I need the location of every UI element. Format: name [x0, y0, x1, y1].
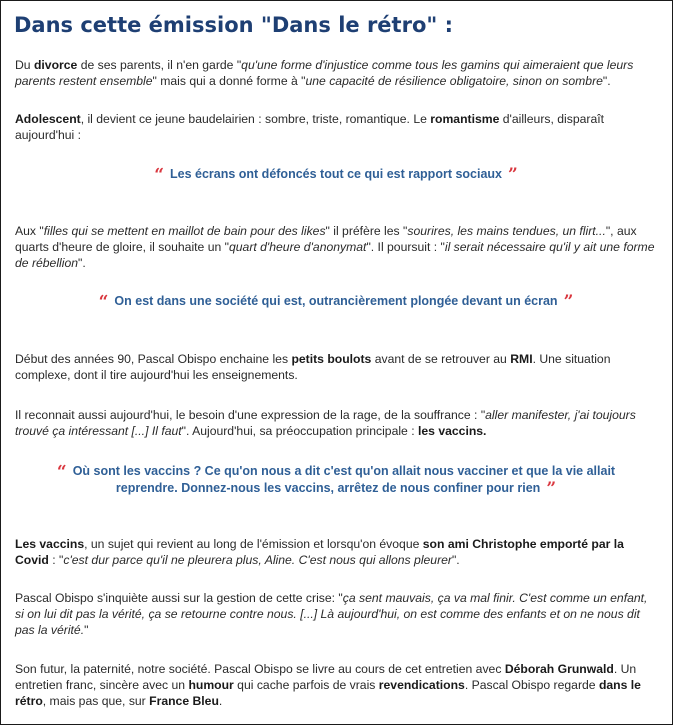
pull-quote-vaccines [41, 462, 631, 499]
paragraph-adolescent: Adolescent, il devient ce jeune baudelairien : sombre, triste, romantique. Le romantisme d'ailleurs, disparaît aujourd'hui : [15, 112, 604, 142]
pull-quote-society [41, 292, 631, 312]
close-quote-icon: ” [546, 479, 557, 499]
open-quote-icon: “ [154, 165, 164, 185]
close-quote-icon: ” [563, 292, 574, 312]
quote-text: On est dans une société qui est, outrancièrement plongée devant un écran [114, 294, 558, 308]
open-quote-icon: “ [98, 292, 109, 312]
paragraph-divorce: Du divorce de ses parents, il n'en garde "qu'une forme d'injustice comme tous les gamins qui aimeraient que leurs parents restent ensemble" mais qui a donné forme à "une capacité de résilience obligatoire, sinon on sombre". [15, 58, 634, 88]
pull-quote-screens [41, 165, 631, 185]
paragraph-rage: Il reconnait aussi aujourd'hui, le besoin d'une expression de la rage, de la souffrance : "aller manifester, j'ai toujours trouvé ça intéressant [...] Il faut". Aujourd'hui, sa préoccupation principale : les vaccins. [15, 408, 636, 438]
paragraph-crisis: Pascal Obispo s'inquiète aussi sur la gestion de cette crise: "ça sent mauvais, ça va mal finir. C'est comme un enfant, si on lui dit pas la vérité, ça se retourne contre nous. [...] Là aujourd'hui, on est comme des enfants et on ne nous dit pas la vérité." [15, 591, 648, 637]
paragraph-future: Son futur, la paternité, notre société. Pascal Obispo se livre au cours de cet entretien avec Déborah Grunwald. Un entretien franc, sincère avec un humour qui cache parfois de vrais revendications. Pascal Obispo regarde dans le rétro, mais pas que, sur France Bleu. [15, 662, 641, 708]
paragraph-rmi: Début des années 90, Pascal Obispo enchaine les petits boulots avant de se retrouver au RMI. Une situation complexe, dont il tire aujourd'hui les enseignements. [15, 352, 611, 382]
quote-text: Où sont les vaccins ? Ce qu'on nous a dit c'est qu'on allait nous vacciner et que la vie allait reprendre. Donnez-nous les vaccins, arrêtez de nous confiner pour rien [72, 464, 616, 495]
section-title: Dans cette émission "Dans le rétro" : [14, 13, 454, 37]
close-quote-icon: ” [508, 165, 518, 185]
paragraph-christophe: Les vaccins, un sujet qui revient au long de l'émission et lorsqu'on évoque son ami Christophe emporté par la Covid : "c'est dur parce qu'il ne pleurera plus, Aline. C'est nous qui allons pleurer". [15, 537, 624, 567]
open-quote-icon: “ [56, 462, 67, 482]
quote-text: Les écrans ont défoncés tout ce qui est rapport sociaux [169, 167, 503, 181]
paragraph-likes: Aux "filles qui se mettent en maillot de bain pour des likes" il préfère les "sourires, les mains tendues, un flirt...", aux quarts d'heure de gloire, il souhaite un "quart d'heure d'anonymat". Il poursuit : "il serait nécessaire qu'il y ait une forme de rébellion". [15, 224, 655, 270]
